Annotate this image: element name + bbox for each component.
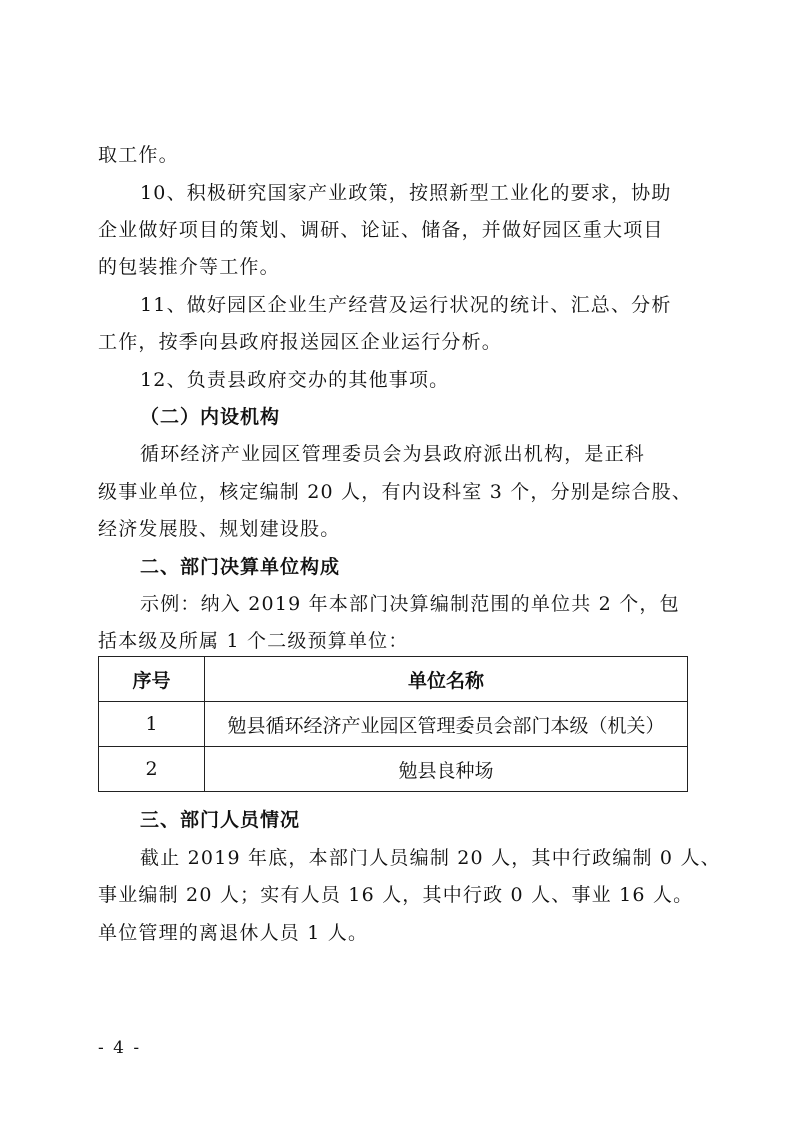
- paragraph-line: 事业编制 20 人；实有人员 16 人，其中行政 0 人、事业 16 人。: [98, 884, 694, 906]
- paragraph-line: 示例：纳入 2019 年本部门决算编制范围的单位共 2 个，包: [140, 593, 680, 615]
- table-row: [99, 747, 688, 792]
- page-number: - 4 -: [98, 1038, 142, 1058]
- column-header-index: 序号: [99, 657, 205, 702]
- table-cell-index: 2: [99, 747, 205, 792]
- units-table: [98, 656, 688, 792]
- paragraph-line: 单位管理的离退休人员 1 人。: [98, 922, 369, 944]
- paragraph-line: 企业做好项目的策划、调研、论证、储备，并做好园区重大项目: [98, 219, 664, 241]
- paragraph-line: 截止 2019 年底，本部门人员编制 20 人，其中行政编制 0 人、: [140, 847, 721, 869]
- paragraph-line: 工作，按季向县政府报送园区企业运行分析。: [98, 331, 503, 353]
- section-subheading: （二）内设机构: [140, 406, 281, 428]
- section-heading: 二、部门决算单位构成: [140, 556, 341, 578]
- paragraph-line: 的包装推介等工作。: [98, 256, 280, 278]
- paragraph-line: 级事业单位，核定编制 20 人，有内设科室 3 个，分别是综合股、: [98, 481, 693, 503]
- paragraph-line: 括本级及所属 1 个二级预算单位：: [98, 630, 409, 652]
- column-header-unit-name: 单位名称: [205, 657, 688, 702]
- table-cell-index: 1: [99, 702, 205, 747]
- paragraph-line: 取工作。: [98, 144, 179, 166]
- section-heading: 三、部门人员情况: [140, 809, 301, 831]
- table-cell-unit-name: 勉县良种场: [205, 747, 688, 792]
- paragraph-line: 12、负责县政府交办的其他事项。: [140, 369, 450, 391]
- table-row: [99, 702, 688, 747]
- paragraph-line: 11、做好园区企业生产经营及运行状况的统计、汇总、分析: [140, 294, 672, 316]
- table-header-row: [99, 657, 688, 702]
- paragraph-line: 经济发展股、规划建设股。: [98, 518, 341, 540]
- paragraph-line: 10、积极研究国家产业政策，按照新型工业化的要求，协助: [140, 182, 672, 204]
- paragraph-line: 循环经济产业园区管理委员会为县政府派出机构，是正科: [140, 443, 646, 465]
- table-cell-unit-name: 勉县循环经济产业园区管理委员会部门本级（机关）: [205, 702, 688, 747]
